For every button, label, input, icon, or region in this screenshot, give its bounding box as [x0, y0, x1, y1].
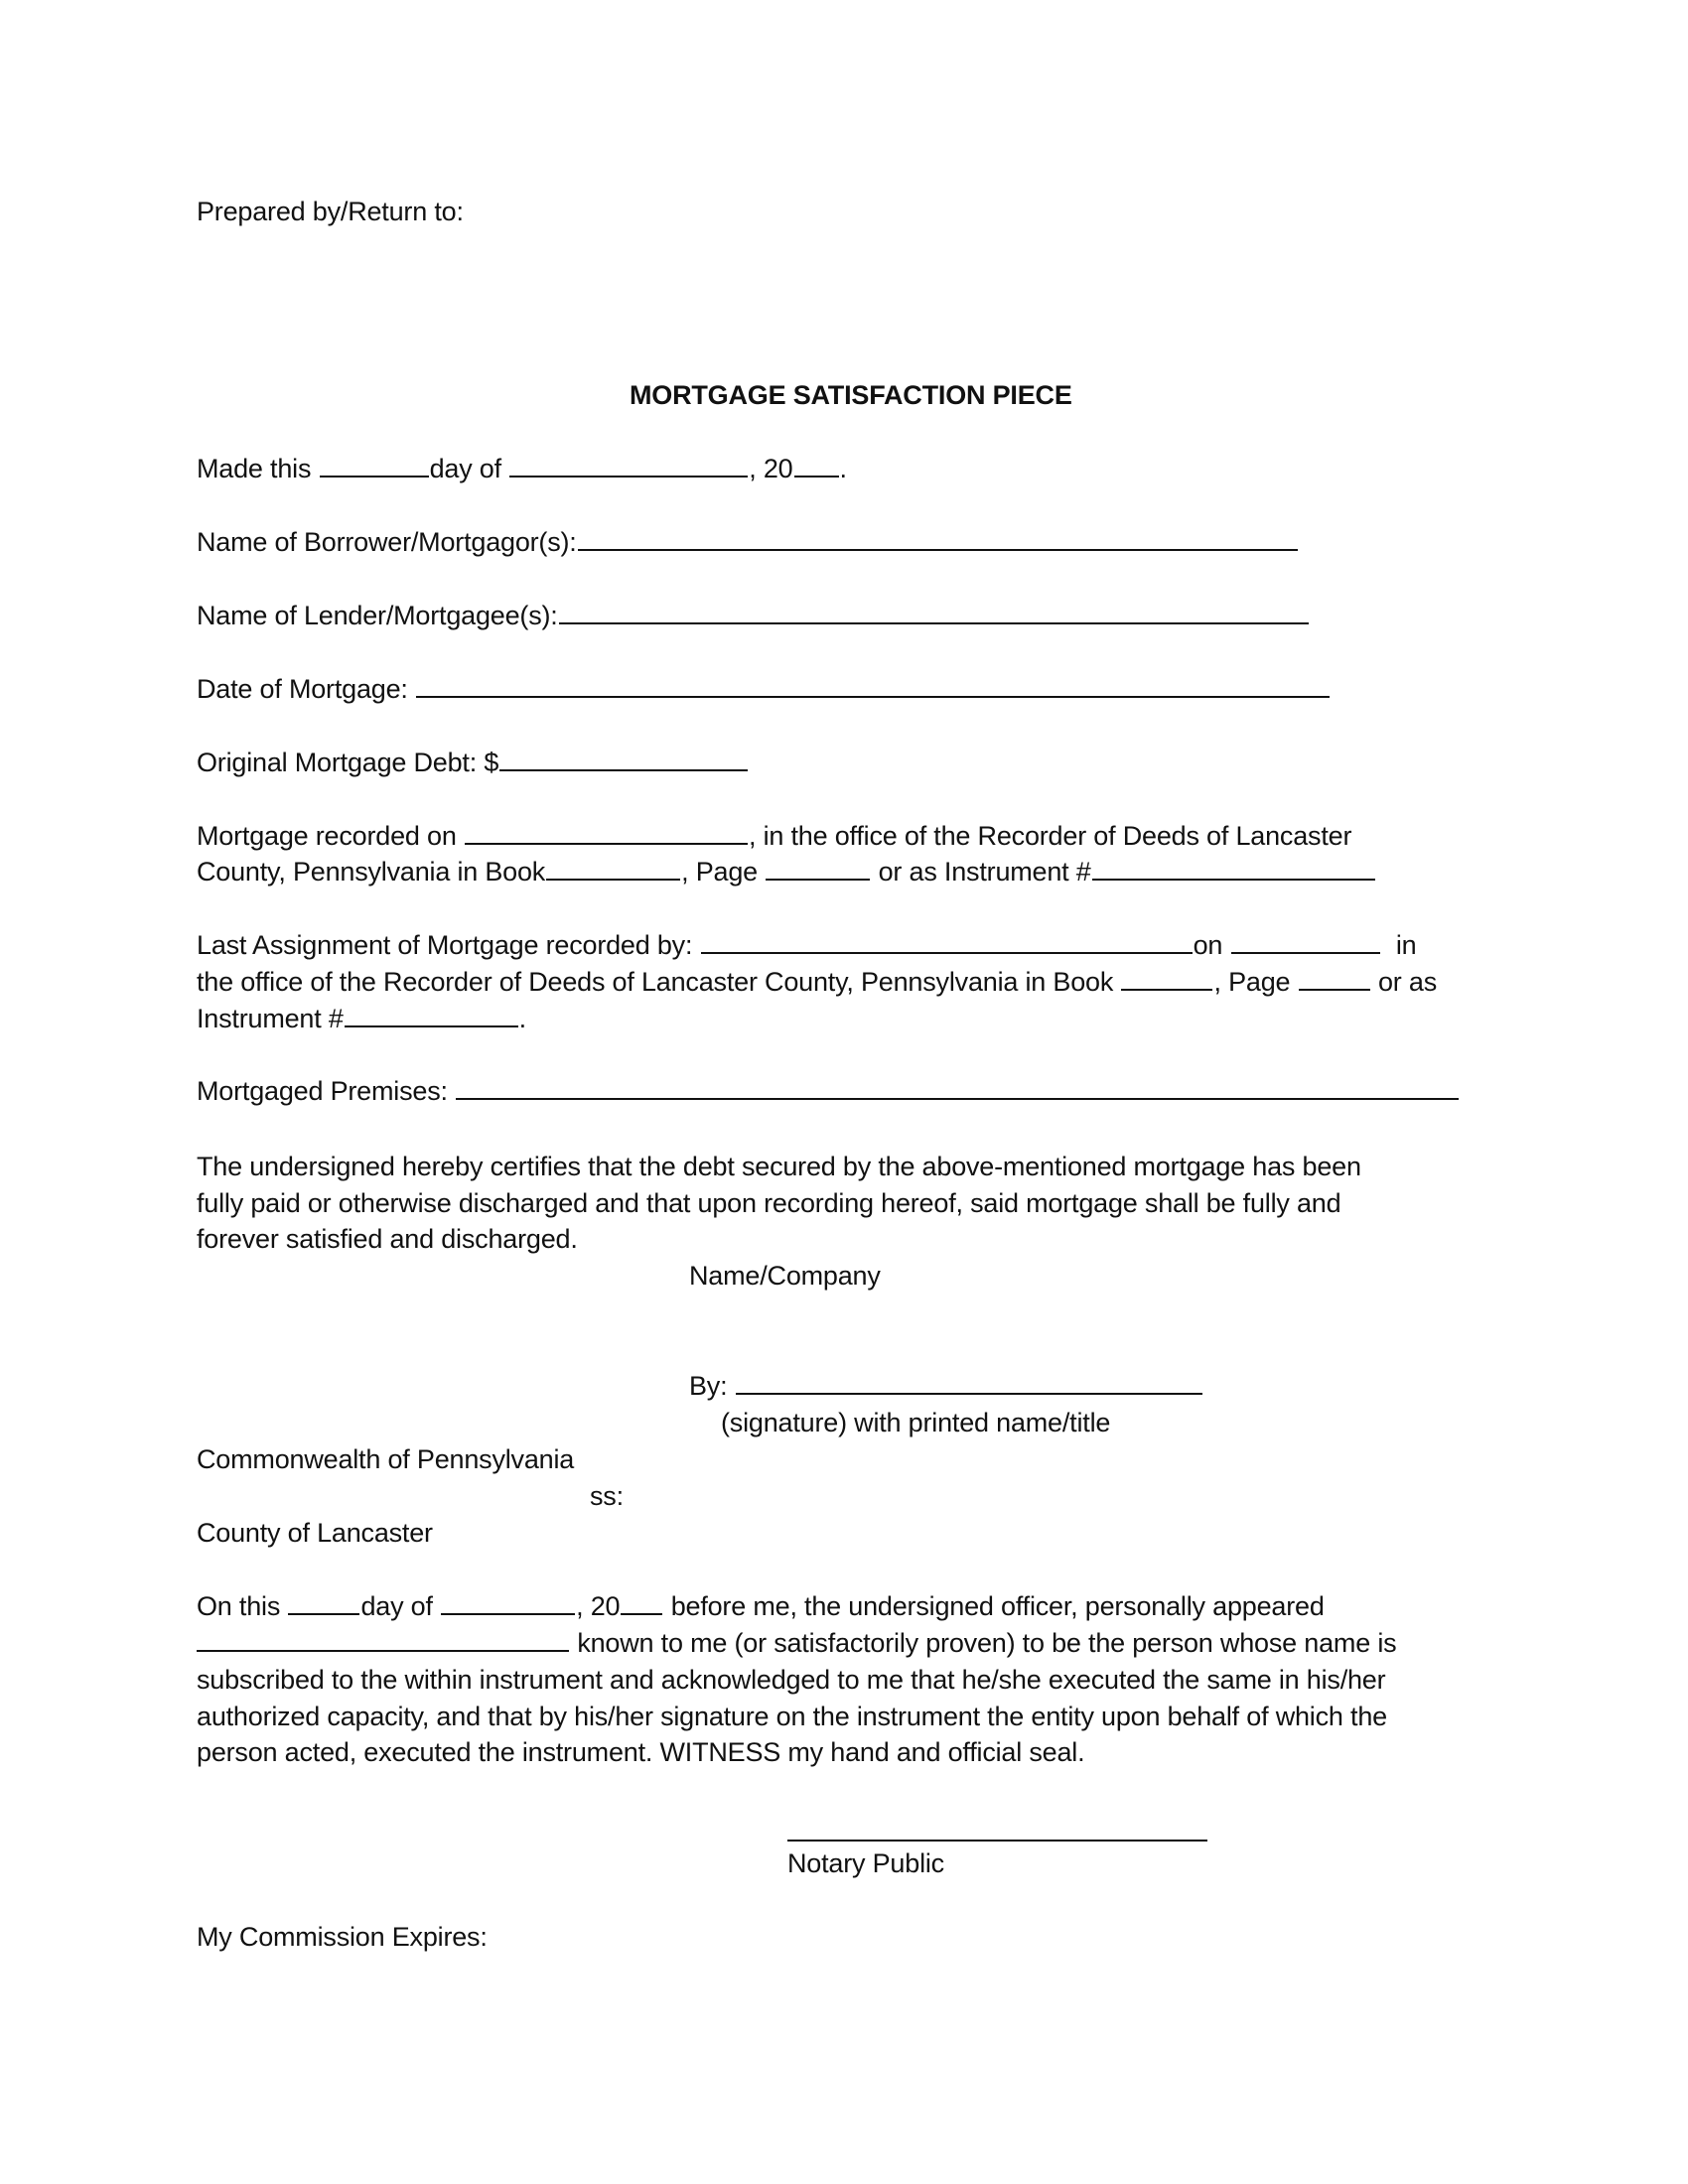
on-this-label: On this	[197, 1591, 281, 1621]
recorded-line-2	[197, 854, 1376, 889]
year-field[interactable]	[794, 452, 839, 478]
lender-label: Name of Lender/Mortgagee(s):	[197, 601, 558, 630]
ack-appeared-label: before me, the undersigned officer, personally appeared	[670, 1591, 1325, 1621]
assignment-instrument-label: Instrument #	[197, 1004, 344, 1033]
recorded-page-field[interactable]	[766, 855, 870, 881]
date-of-mortgage-line	[197, 671, 1331, 707]
or-as-label: or as	[1377, 967, 1437, 997]
ack-person-field[interactable]	[197, 1626, 569, 1652]
signature-field[interactable]	[736, 1369, 1202, 1395]
assignment-line-1	[197, 927, 1416, 963]
date-of-mortgage-label: Date of Mortgage:	[197, 674, 408, 704]
lender-field[interactable]	[559, 599, 1309, 624]
ack-day-field[interactable]	[288, 1589, 359, 1615]
borrower-field[interactable]	[578, 525, 1298, 551]
year-prefix: , 20	[749, 454, 793, 483]
borrower-line	[197, 524, 1299, 560]
recorder-office-label: , in the office of the Recorder of Deeds of Lancaster	[748, 821, 1352, 851]
ack-month-field[interactable]	[441, 1589, 575, 1615]
certification-line-2: fully paid or otherwise discharged and that upon recording hereof, said mortgage shall be fully and	[197, 1188, 1341, 1218]
month-field[interactable]	[509, 452, 748, 478]
acknowledgment-line-2	[197, 1625, 1396, 1661]
notary-public-label: Notary Public	[787, 1848, 944, 1878]
premises-line	[197, 1073, 1460, 1109]
recorded-line-1	[197, 818, 1351, 854]
assignment-label: Last Assignment of Mortgage recorded by:	[197, 930, 693, 960]
assignment-line-3	[197, 1001, 526, 1036]
assignment-page-field[interactable]	[1299, 965, 1370, 991]
original-debt-field[interactable]	[499, 746, 748, 771]
original-debt-label: Original Mortgage Debt: $	[197, 748, 499, 777]
name-company-label: Name/Company	[689, 1261, 881, 1291]
original-debt-line	[197, 745, 749, 780]
borrower-label: Name of Borrower/Mortgagor(s):	[197, 527, 577, 557]
document-title: MORTGAGE SATISFACTION PIECE	[630, 380, 1072, 410]
assignment-book-field[interactable]	[1121, 965, 1212, 991]
made-this-label: Made this	[197, 454, 312, 483]
assignment-instrument-field[interactable]	[345, 1002, 518, 1027]
acknowledgment-line-3: subscribed to the within instrument and acknowledged to me that he/she executed the same in his/her	[197, 1665, 1386, 1695]
ack-day-of-label: day of	[360, 1591, 433, 1621]
day-field[interactable]	[320, 452, 429, 478]
acknowledgment-line-4: authorized capacity, and that by his/her signature on the instrument the entity upon behalf of which the	[197, 1702, 1387, 1731]
assignment-date-field[interactable]	[1231, 928, 1380, 954]
venue-county: County of Lancaster	[197, 1518, 433, 1548]
page-label: , Page	[681, 857, 758, 887]
date-of-mortgage-field[interactable]	[416, 672, 1330, 698]
county-book-label: County, Pennsylvania in Book	[197, 857, 546, 887]
in-label: in	[1395, 930, 1417, 960]
on-label: on	[1193, 930, 1223, 960]
prepared-by-label: Prepared by/Return to:	[197, 197, 464, 226]
acknowledgment-line-5: person acted, executed the instrument. WITNESS my hand and official seal.	[197, 1737, 1085, 1767]
premises-label: Mortgaged Premises:	[197, 1076, 448, 1106]
ack-known-label: known to me (or satisfactorily proven) to be the person whose name is	[577, 1628, 1397, 1658]
notary-signature-line[interactable]	[787, 1840, 1207, 1842]
ack-year-field[interactable]	[621, 1589, 662, 1615]
assignment-page-label: , Page	[1213, 967, 1291, 997]
recorded-book-field[interactable]	[546, 855, 680, 881]
signature-note: (signature) with printed name/title	[721, 1408, 1111, 1437]
instrument-label: or as Instrument #	[878, 857, 1091, 887]
day-of-label: day of	[429, 454, 501, 483]
ack-year-prefix: , 20	[576, 1591, 621, 1621]
commission-expires-label: My Commission Expires:	[197, 1922, 488, 1952]
acknowledgment-line-1	[197, 1588, 1325, 1624]
venue-ss: ss:	[590, 1481, 624, 1511]
assignment-by-field[interactable]	[701, 928, 1193, 954]
recorded-date-field[interactable]	[465, 819, 748, 845]
certification-line-1: The undersigned hereby certifies that the debt secured by the above-mentioned mortgage has been	[197, 1152, 1361, 1181]
recorded-on-label: Mortgage recorded on	[197, 821, 457, 851]
venue-state: Commonwealth of Pennsylvania	[197, 1444, 575, 1474]
certification-line-3: forever satisfied and discharged.	[197, 1224, 578, 1254]
made-this-line	[197, 451, 847, 486]
by-label: By:	[689, 1371, 728, 1401]
assignment-line-2	[197, 964, 1437, 1000]
assignment-office-label: the office of the Recorder of Deeds of Lancaster County, Pennsylvania in Book	[197, 967, 1114, 997]
recorded-instrument-field[interactable]	[1092, 855, 1375, 881]
period: .	[518, 1004, 526, 1033]
period: .	[839, 454, 847, 483]
by-line	[689, 1368, 1203, 1404]
lender-line	[197, 598, 1310, 633]
premises-field[interactable]	[456, 1074, 1459, 1100]
